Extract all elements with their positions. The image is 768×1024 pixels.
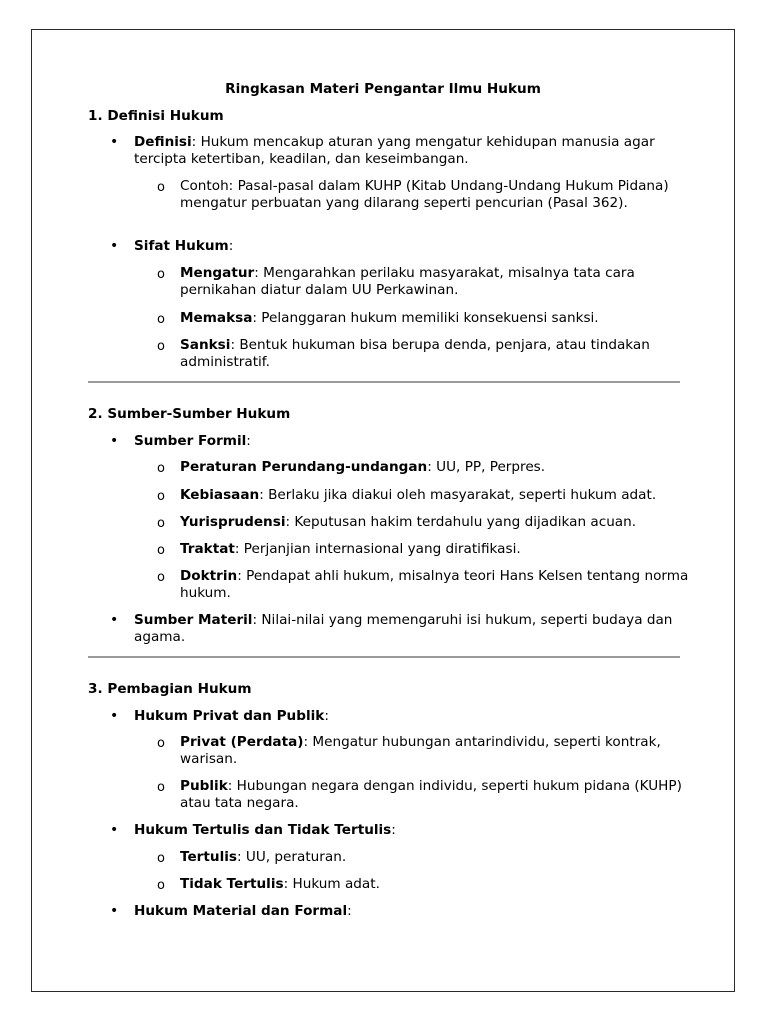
sub-bullet-marker: o (157, 878, 165, 893)
term-label: Publik (180, 778, 228, 794)
term-text: : Hukum mencakup aturan yang mengatur kehidupan manusia agar tercipta ketertiban, keadilan, dan keseimbangan. (134, 134, 655, 167)
term-text: : (228, 238, 234, 254)
term-text: : (246, 433, 251, 449)
sub-bullet-marker: o (157, 543, 165, 558)
sub-bullet-marker: o (157, 851, 165, 866)
term-label: Memaksa (180, 310, 253, 326)
term-label: Tertulis (180, 849, 237, 865)
sub-item-traktat (180, 541, 690, 558)
sub-item-contoh: Contoh: Pasal-pasal dalam KUHP (Kitab Undang-Undang Hukum Pidana) mengatur perbuatan yang dilarang seperti pencurian (Pasal 362). (180, 178, 669, 211)
term-label: Yurisprudensi (180, 514, 286, 530)
term-text: : (391, 822, 396, 838)
bullet-marker: • (110, 612, 119, 628)
term-text: : UU, peraturan. (236, 849, 347, 865)
term-label: Hukum Tertulis dan Tidak Tertulis (134, 822, 392, 838)
sub-bullet-marker: o (157, 461, 165, 476)
term-text: : Hubungan negara dengan individu, seperti hukum pidana (KUHP) atau tata negara. (180, 778, 682, 811)
bullet-marker: • (110, 134, 119, 150)
bullet-marker: • (110, 822, 119, 838)
term-label: Sumber Formil (134, 433, 247, 449)
sub-item-tidak-tertulis (180, 876, 690, 893)
sub-item-privat (180, 734, 690, 768)
term-text: : Pelanggaran hukum memiliki konsekuensi sanksi. (252, 310, 599, 326)
term-label: Sanksi (180, 337, 231, 353)
bullet-marker: • (110, 903, 119, 919)
term-text: : Pendapat ahli hukum, misalnya teori Hans Kelsen tentang norma hukum. (180, 568, 689, 601)
section-heading-pembagian-hukum: 3. Pembagian Hukum (88, 681, 252, 697)
list-item-definisi (134, 134, 694, 168)
sub-item-tertulis (180, 849, 690, 866)
term-label: Definisi (134, 134, 192, 150)
list-item-privat-publik (134, 708, 694, 725)
term-text: : Bentuk hukuman bisa berupa denda, penjara, atau tindakan administratif. (180, 337, 650, 370)
sub-bullet-marker: o (157, 516, 165, 531)
section-heading-sumber-hukum: 2. Sumber-Sumber Hukum (88, 406, 291, 422)
sub-bullet-marker: o (157, 180, 165, 195)
list-item-sumber-formil (134, 433, 694, 450)
term-label: Sumber Materil (134, 612, 253, 628)
sub-bullet-marker: o (157, 267, 165, 282)
sub-item-yurisprudensi (180, 514, 690, 531)
document-title: Ringkasan Materi Pengantar Ilmu Hukum (225, 81, 541, 97)
sub-item-doktrin (180, 568, 690, 602)
sub-bullet-marker: o (157, 489, 165, 504)
term-text: : Keputusan hakim terdahulu yang dijadikan acuan. (285, 514, 637, 530)
sub-bullet-marker: o (157, 570, 165, 585)
list-item-tertulis-tidak-tertulis (134, 822, 694, 839)
term-label: Tidak Tertulis (180, 876, 284, 892)
term-label: Sifat Hukum (134, 238, 229, 254)
term-label: Hukum Privat dan Publik (134, 708, 325, 724)
term-label: Kebiasaan (180, 487, 260, 503)
sub-bullet-marker: o (157, 736, 165, 751)
term-text: : Nilai-nilai yang memengaruhi isi hukum, seperti budaya dan agama. (134, 612, 673, 645)
term-label: Peraturan Perundang-undangan (180, 459, 428, 475)
term-label: Hukum Material dan Formal (134, 903, 348, 919)
sub-item-publik (180, 778, 690, 812)
bullet-marker: • (110, 708, 119, 724)
sub-item-kebiasaan (180, 487, 690, 504)
sub-bullet-marker: o (157, 312, 165, 327)
term-label: Mengatur (180, 265, 255, 281)
sub-item-sanksi (180, 337, 690, 371)
sub-bullet-marker: o (157, 339, 165, 354)
bullet-marker: • (110, 238, 119, 254)
term-label: Privat (Perdata) (180, 734, 304, 750)
document-page (31, 29, 735, 992)
term-text: : Mengatur hubungan antarindividu, seperti kontrak, warisan. (180, 734, 661, 767)
term-text: : (324, 708, 329, 724)
list-item-sumber-materil (134, 612, 694, 646)
section-heading-definisi-hukum: 1. Definisi Hukum (88, 108, 224, 124)
term-text: : UU, PP, Perpres. (427, 459, 546, 475)
term-text: : (347, 903, 352, 919)
term-text: : Hukum adat. (283, 876, 380, 892)
sub-bullet-marker: o (157, 780, 165, 795)
term-text: : Perjanjian internasional yang diratifikasi. (234, 541, 521, 557)
list-item-sifat-hukum (134, 238, 694, 255)
section-divider (88, 656, 680, 658)
term-label: Doktrin (180, 568, 238, 584)
sub-item-mengatur (180, 265, 690, 299)
term-text: : Berlaku jika diakui oleh masyarakat, seperti hukum adat. (259, 487, 657, 503)
section-divider (88, 381, 680, 383)
term-text: : Mengarahkan perilaku masyarakat, misalnya tata cara pernikahan diatur dalam UU Perkawinan. (180, 265, 635, 298)
bullet-marker: • (110, 433, 119, 449)
term-label: Traktat (180, 541, 235, 557)
sub-item-memaksa (180, 310, 690, 327)
list-item-material-formal (134, 903, 694, 920)
sub-item-peraturan (180, 459, 690, 476)
